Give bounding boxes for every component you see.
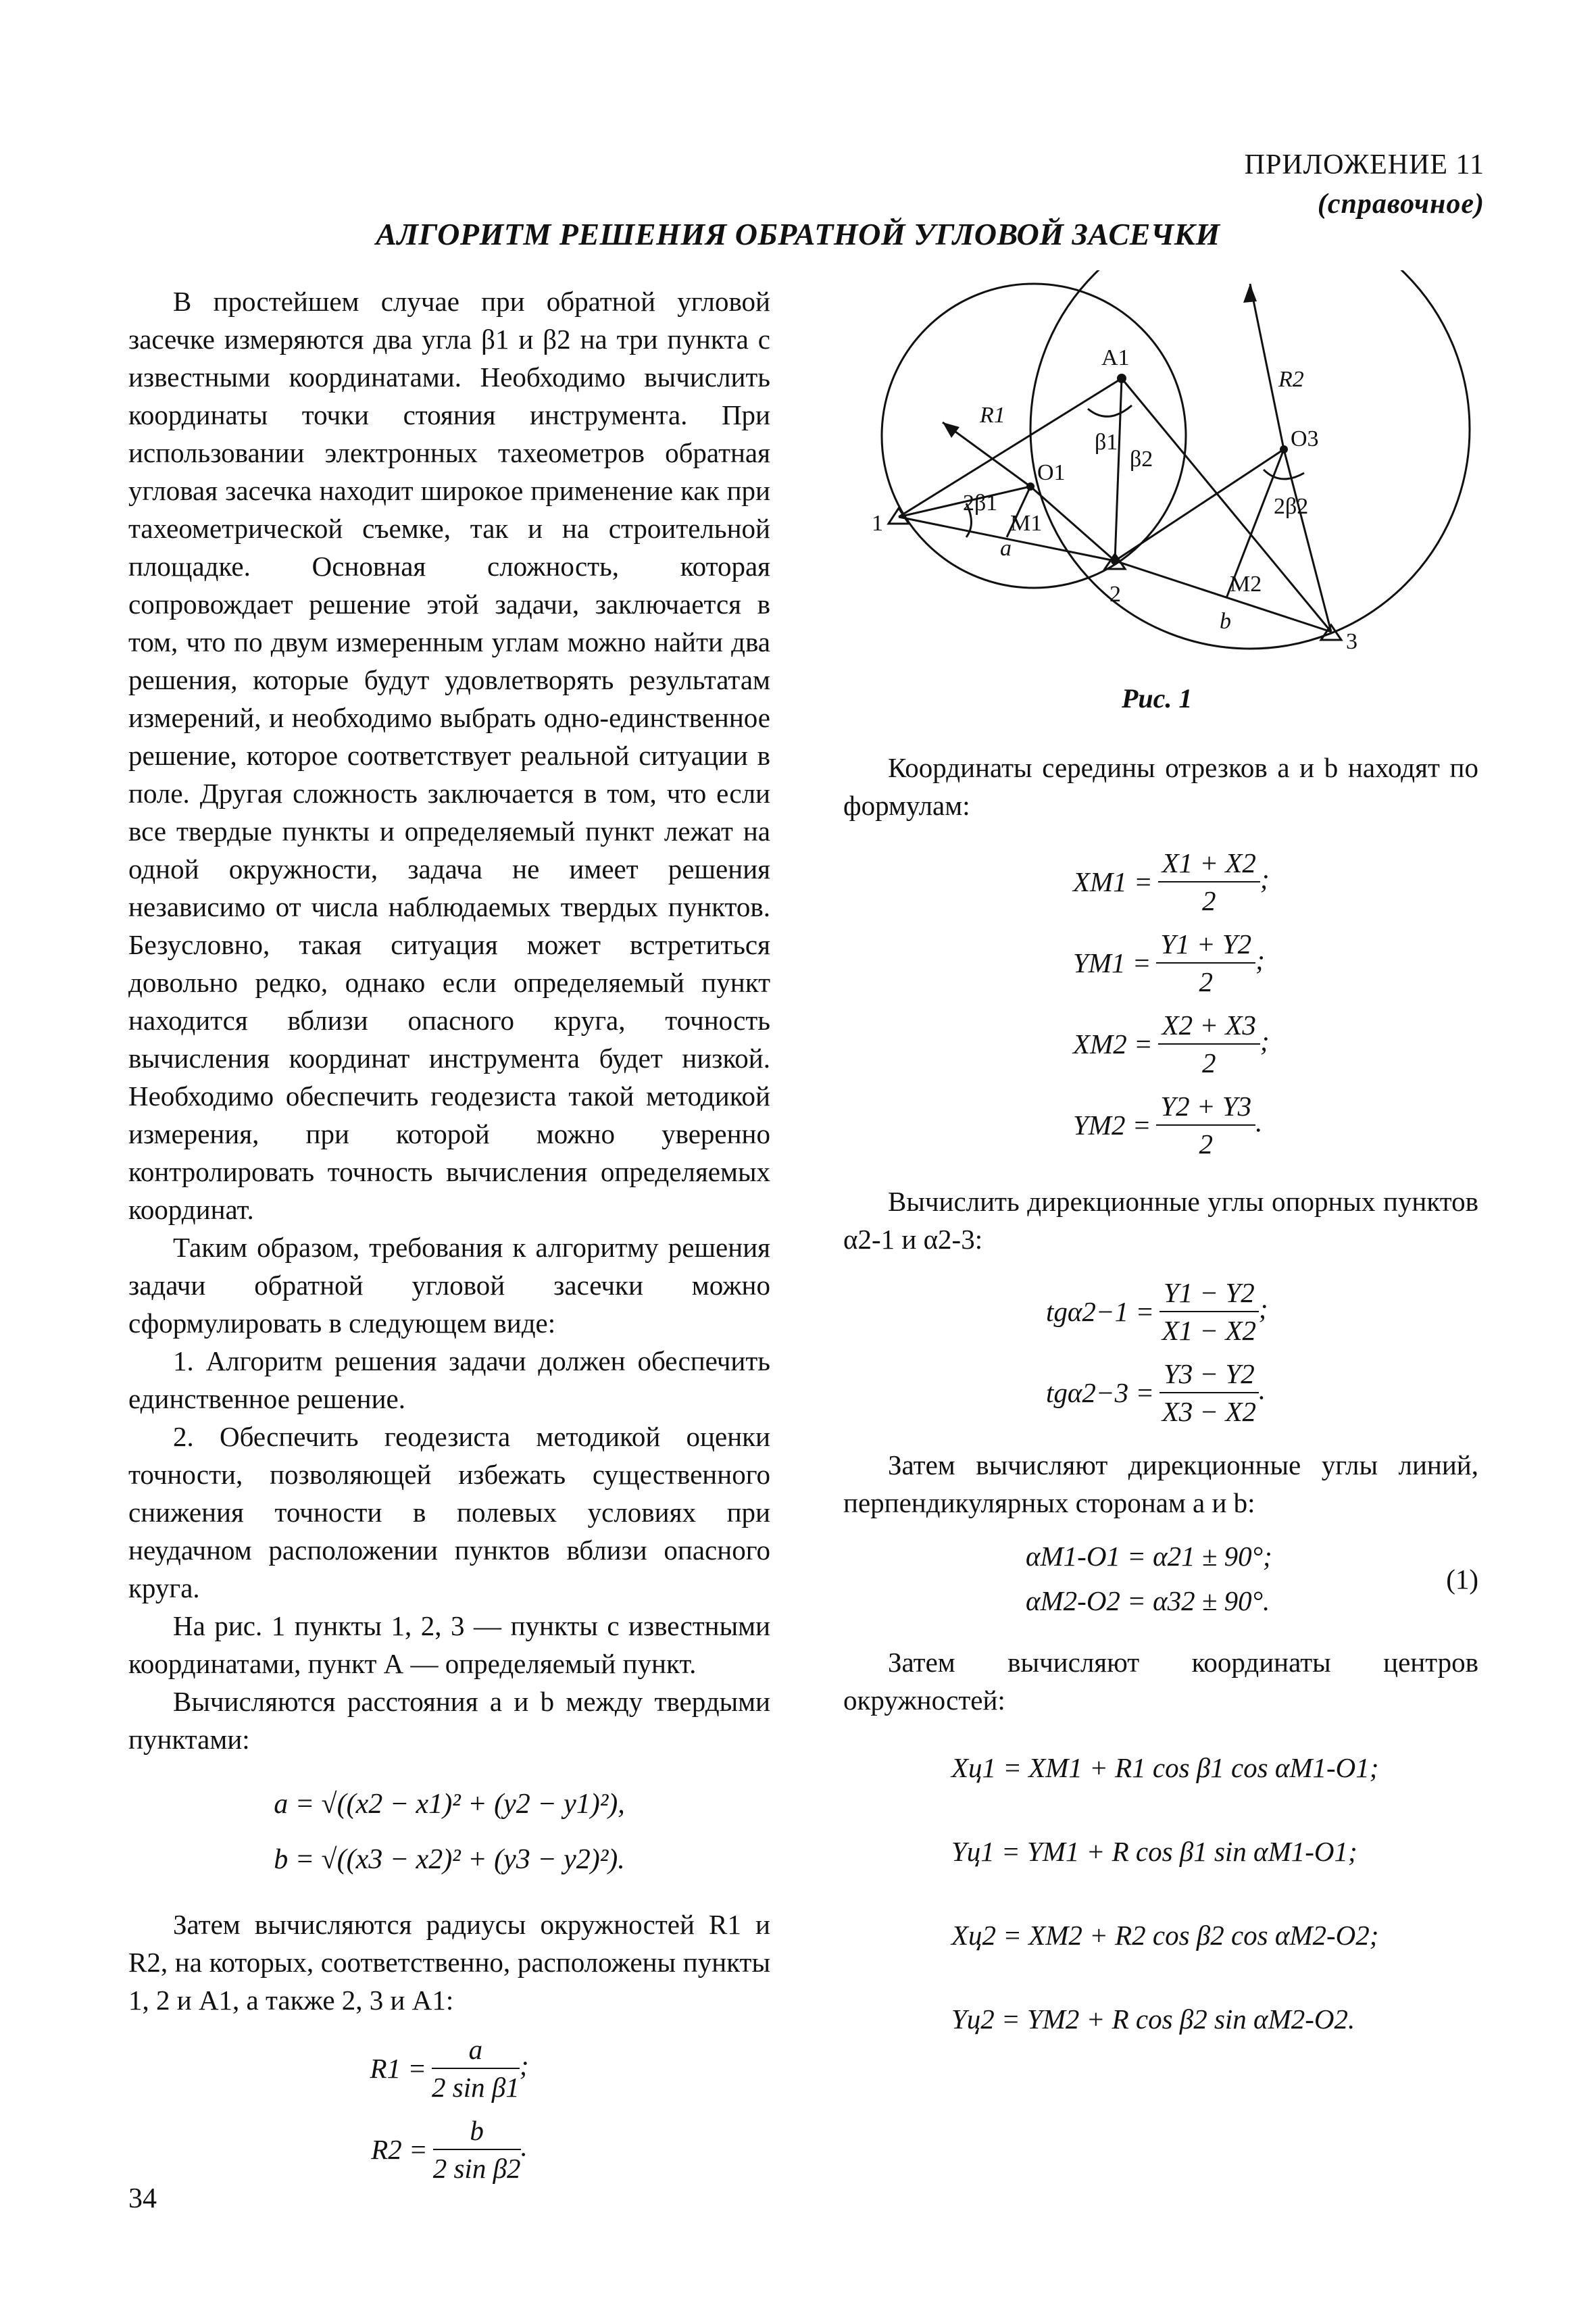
- formula-xm2: XM2 = $\frac{X2 + X3}{2}$ ;: [1073, 1007, 1478, 1081]
- circle-1: [882, 284, 1186, 588]
- appendix-heading: [1245, 145, 1485, 224]
- line-2-a1: [1115, 378, 1122, 561]
- formula-b: b = √((x3 − x2)² + (y3 − y2)²).: [274, 1844, 625, 1875]
- alpha-formulas: [1026, 1534, 1478, 1623]
- formula-yc2: Yц2 = YM2 + R cos β2 sin αM2-O2.: [951, 2003, 1355, 2035]
- paragraph: На рис. 1 пункты 1, 2, 3 — пункты с известными координатами, пункт А — определяемый пункт.: [128, 1610, 770, 1679]
- formula-a: a = √((x2 − x1)² + (y2 − y1)²),: [274, 1789, 625, 1820]
- label-point-3: 3: [1346, 629, 1357, 654]
- resection-diagram: [865, 270, 1473, 676]
- equation-number: (1): [1446, 1564, 1478, 1595]
- formula-ym1: YM1 = $\frac{Y1 + Y2}{2}$ ;: [1073, 926, 1478, 1000]
- paragraph: Вычисляются расстояния a и b между твердыми пунктами:: [128, 1686, 770, 1755]
- label-o1: O1: [1037, 460, 1066, 485]
- angle-arc-2beta2: [1264, 470, 1304, 479]
- paragraph: В простейшем случае при обратной угловой засечке измеряются два угла β1 и β2 на три пункта с известными координатами. Необходимо вычислить координаты точки стояния инструмента. При использовании электронных тахеометров обратная угловая засечка находит широкое применение как при тахеометрической съемке, так и на строительной площадке. Основная сложность, которая сопровождает решение этой задачи, заключается в том, что по двум измеренным углам можно найти два решения, которые будут удовлетворять результатам измерений, и необходимо выбрать одно-единственное решение, которое соответствует реальной ситуации в поле. Другая сложность заключается в том, что если все твердые пункты и определяемый пункт лежат на одной окружности, задача не имеет решения независимо от числа наблюдаемых твердых пунктов. Безусловно, такая ситуация может встретиться довольно редко, однако если определяемый пункт находится вблизи опасного круга, точность вычисления координат инструмента будет низкой. Необходимо обеспечить геодезиста такой методикой измерения, при которой можно уверенно контролировать точность вычисления определяемых координат.: [128, 286, 770, 1225]
- label-m1: M1: [1010, 511, 1043, 536]
- point-o1: [1026, 482, 1034, 491]
- label-a: a: [1000, 536, 1012, 561]
- paragraph: 2. Обеспечить геодезиста методикой оценки точности, позволяющей избежать существенного снижения точности в полевых условиях при неудачном расположении пунктов вблизи опасного круга.: [128, 1421, 770, 1603]
- paragraph: Затем вычисляются радиусы окружностей R1 и R2, на которых, соответственно, расположены пункты 1, 2 и A1, а также 2, 3 и A1:: [128, 1909, 770, 2016]
- label-o3: O3: [1291, 426, 1319, 451]
- left-column: [128, 282, 770, 2193]
- arrowhead-r2: [1243, 284, 1257, 303]
- label-point-2: 2: [1109, 582, 1121, 607]
- label-a1: A1: [1101, 345, 1130, 370]
- formula-alpha1: αM1-O1 = α21 ± 90°;: [1026, 1541, 1272, 1572]
- label-r2: R2: [1278, 367, 1304, 392]
- arrowhead-r1: [943, 422, 959, 438]
- center-formulas: [951, 1726, 1478, 2061]
- label-2beta2: 2β2: [1274, 494, 1309, 519]
- paragraph: 1. Алгоритм решения задачи должен обеспечить единственное решение.: [128, 1345, 770, 1414]
- formula-r2: R2 = $\frac{b}{\text{2 sin β2}}$ .: [128, 2112, 770, 2187]
- paragraph: Вычислить дирекционные углы опорных пунктов α2-1 и α2-3:: [843, 1186, 1478, 1255]
- appendix-note: (справочное): [1317, 189, 1485, 220]
- label-r1: R1: [980, 403, 1005, 428]
- appendix-label: ПРИЛОЖЕНИЕ 11: [1244, 149, 1485, 180]
- label-beta1: β1: [1095, 430, 1118, 455]
- page-title: АЛГОРИТМ РЕШЕНИЯ ОБРАТНОЙ УГЛОВОЙ ЗАСЕЧКИ: [376, 217, 1220, 251]
- formula-xc2: Xц2 = XM2 + R2 cos β2 cos αM2-O2;: [951, 1920, 1379, 1951]
- paragraph: Координаты середины отрезков a и b находят по формулам:: [843, 752, 1478, 821]
- line-1-a1: [899, 378, 1122, 517]
- formula-xm1: XM1 = $\frac{X1 + X2}{2}$ ;: [1073, 845, 1478, 919]
- radius-formulas: [128, 2031, 770, 2187]
- angle-arc-beta1: [1088, 405, 1132, 416]
- line-o1-2: [1030, 487, 1115, 561]
- page-number: 34: [128, 2183, 157, 2214]
- point-o3: [1280, 445, 1288, 453]
- figure-caption: Рис. 1: [1122, 683, 1193, 714]
- midpoint-formulas: [1073, 845, 1478, 1162]
- formula-alpha2: αM2-O2 = α32 ± 90°.: [1026, 1585, 1270, 1616]
- paragraph: Затем вычисляют дирекционные углы линий, перпендикулярных сторонам a и b:: [843, 1449, 1478, 1518]
- right-column: [843, 749, 1478, 2061]
- label-beta2: β2: [1130, 447, 1153, 472]
- paragraph: Затем вычисляют координаты центров окружностей:: [843, 1647, 1478, 1716]
- formula-r1: R1 = $\frac{a}{\text{2 sin β1}}$ ;: [128, 2031, 770, 2106]
- label-2beta1: 2β1: [963, 491, 998, 516]
- formula-tg21: tgα2−1 = $\frac{Y1 - Y2}{X1 - X2}$ ;: [1046, 1274, 1478, 1349]
- formula-xc1: Xц1 = XM1 + R1 cos β1 cos αM1-O1;: [951, 1752, 1379, 1783]
- formula-yc1: Yц1 = YM1 + R cos β1 sin αM1-O1;: [951, 1836, 1357, 1867]
- direction-formulas: [1046, 1274, 1478, 1430]
- point-a1: [1117, 374, 1126, 383]
- label-b: b: [1220, 609, 1231, 634]
- label-point-1: 1: [872, 511, 883, 536]
- formula-ym2: YM2 = $\frac{Y2 + Y3}{2}$ .: [1073, 1088, 1478, 1162]
- formula-tg23: tgα2−3 = $\frac{Y3 - Y2}{X3 - X2}$ .: [1046, 1355, 1478, 1430]
- paragraph: Таким образом, требования к алгоритму решения задачи обратной угловой засечки можно сформулировать в следующем виде:: [128, 1232, 770, 1339]
- label-m2: M2: [1230, 572, 1262, 597]
